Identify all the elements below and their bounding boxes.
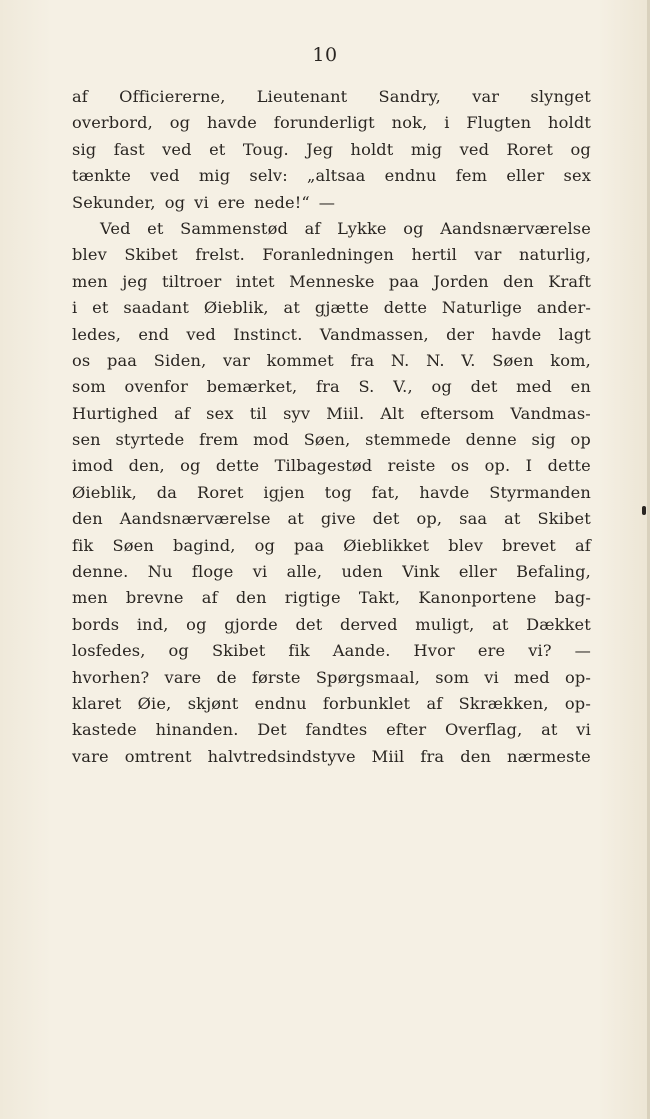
text-line: tænkte ved mig selv: „altsaa endnu fem eller sex <box>72 166 591 186</box>
text-line: klaret Øie, skjønt endnu forbunklet af Skrækken, op- <box>72 693 591 713</box>
text-line: af Officiererne, Lieutenant Sandry, var slynget <box>72 87 591 106</box>
text-line: i et saadant Øieblik, at gjætte dette Naturlige ander- <box>72 298 591 318</box>
text-line: denne. Nu floge vi alle, uden Vink eller Befaling, <box>72 562 591 582</box>
text-line: bords ind, og gjorde det derved muligt, at Dækket <box>72 614 591 634</box>
text-line: ledes, end ved Instinct. Vandmassen, der havde lagt <box>72 324 591 344</box>
text-line: Ved et Sammenstød af Lykke og Aandsnærværelse <box>100 218 591 238</box>
margin-mark <box>642 506 646 515</box>
text-line: vare omtrent halvtredsindstyve Miil fra den nærmeste <box>72 746 591 766</box>
text-line: os paa Siden, var kommet fra N. N. V. Søen kom, <box>72 350 591 370</box>
text-line: kastede hinanden. Det fandtes efter Overflag, at vi <box>72 720 591 740</box>
text-line: overbord, og havde forunderligt nok, i Flugten holdt <box>72 113 591 133</box>
text-line: sig fast ved et Toug. Jeg holdt mig ved Roret og <box>72 139 591 159</box>
text-line: den Aandsnærværelse at give det op, saa at Skibet <box>72 509 591 529</box>
text-line: men jeg tiltroer intet Menneske paa Jorden den Kraft <box>72 271 591 291</box>
text-line: som ovenfor bemærket, fra S. V., og det med en <box>72 377 591 397</box>
page-number: 10 <box>312 44 338 66</box>
text-line: sen styrtede frem mod Søen, stemmede denne sig op <box>72 430 591 450</box>
text-line: Sekunder, og vi ere nede!“ — <box>72 192 336 212</box>
text-line: Hurtighed af sex til syv Miil. Alt eftersom Vandmas- <box>72 403 591 423</box>
text-line: imod den, og dette Tilbagestød reiste os op. I dette <box>72 456 591 476</box>
body-text <box>72 84 591 770</box>
text-line: Øieblik, da Roret igjen tog fat, havde Styrmanden <box>72 482 591 502</box>
text-line: men brevne af den rigtige Takt, Kanonportene bag- <box>72 588 591 608</box>
text-line: blev Skibet frelst. Foranledningen hertil var naturlig, <box>72 245 591 265</box>
text-line: losfedes, og Skibet fik Aande. Hvor ere vi? — <box>72 641 591 661</box>
text-line: hvorhen? vare de første Spørgsmaal, som vi med op- <box>72 667 591 687</box>
text-line: fik Søen bagind, og paa Øieblikket blev brevet af <box>72 535 591 555</box>
